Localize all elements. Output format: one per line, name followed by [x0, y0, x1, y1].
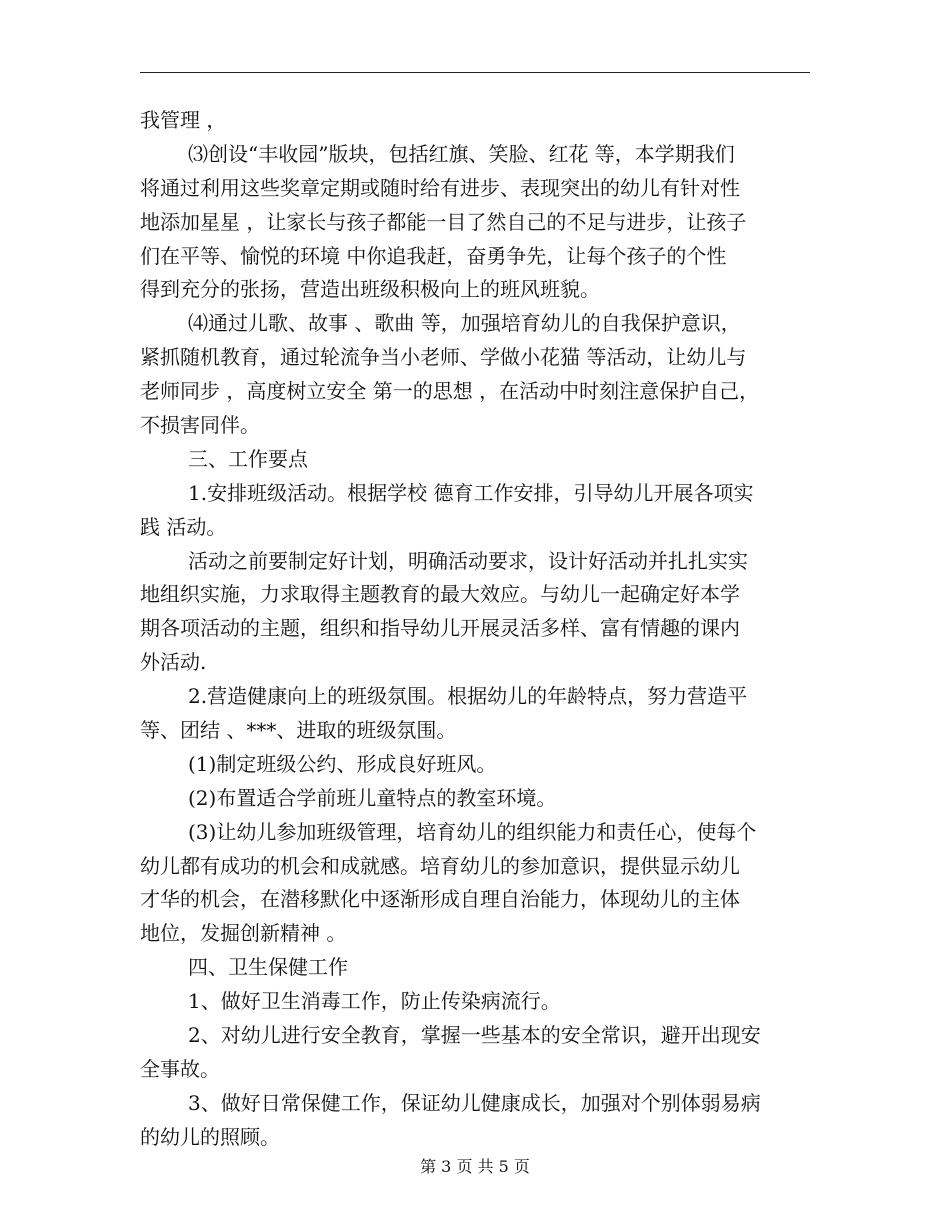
- text-line: 3、做好日常保健工作，保证幼儿健康成长，加强对个别体弱易病: [188, 1090, 761, 1115]
- section-heading: 三、工作要点: [188, 446, 308, 471]
- text-line: (3)让幼儿参加班级管理，培育幼儿的组织能力和责任心，使每个: [188, 819, 757, 844]
- text-line: (2)布置适合学前班儿童特点的教室环境。: [188, 785, 557, 810]
- text-line: 才华的机会，在潜移默化中逐渐形成自理自治能力，体现幼儿的主体: [140, 887, 740, 912]
- text-line: ⑷通过儿歌、故事 、歌曲 等，加强培育幼儿的自我保护意识，: [188, 311, 741, 336]
- text-line: 地位，发掘创新精神 。: [140, 921, 347, 946]
- text-line: ⑶创设“丰收园”版块，包括红旗、笑脸、红花 等，本学期我们: [188, 141, 735, 166]
- text-line: 活动之前要制定好计划，明确活动要求，设计好活动并扎扎实实: [188, 548, 748, 573]
- text-line: 践 活动。: [140, 514, 227, 539]
- text-line: 不损害同伴。: [140, 413, 260, 438]
- text-line: 1、做好卫生消毒工作，防止传染病流行。: [188, 989, 561, 1014]
- text-line: 老师同步 ，高度树立安全 第一的思想 ，在活动中时刻注意保护自己，: [140, 379, 760, 404]
- text-line: 地组织实施，力求取得主题教育的最大效应。与幼儿一起确定好本学: [140, 582, 740, 607]
- text-line: 的幼儿的照顾。: [140, 1124, 280, 1149]
- text-line: 们在平等、愉悦的环境 中你追我赶，奋勇争先，让每个孩子的个性: [140, 243, 727, 268]
- page-number-footer: 第 3 页 共 5 页: [420, 1157, 530, 1176]
- text-line: 2、对幼儿进行安全教育，掌握一些基本的安全常识，避开出现安: [188, 1023, 761, 1048]
- text-line: 1.安排班级活动。根据学校 德育工作安排，引导幼儿开展各项实: [188, 480, 754, 505]
- text-line: (1)制定班级公约、形成良好班风。: [188, 751, 497, 776]
- text-line: 我管理 ，: [140, 108, 227, 132]
- header-rule: [140, 72, 810, 73]
- text-line: 全事故。: [140, 1056, 220, 1081]
- text-line: 得到充分的张扬，营造出班级积极向上的班风班貌。: [140, 277, 600, 302]
- text-line: 外活动.: [140, 650, 207, 675]
- text-line: 幼儿都有成功的机会和成就感。培育幼儿的参加意识，提供显示幼儿: [140, 853, 740, 878]
- section-heading: 四、卫生保健工作: [188, 955, 348, 980]
- text-line: 将通过利用这些奖章定期或随时给有进步、表现突出的幼儿有针对性: [140, 175, 740, 200]
- text-line: 2.营造健康向上的班级氛围。根据幼儿的年龄特点，努力营造平: [188, 684, 748, 709]
- document-body: [140, 104, 810, 1155]
- text-line: 期各项活动的主题，组织和指导幼儿开展灵活多样、富有情趣的课内: [140, 616, 740, 641]
- text-line: 地添加星星 ，让家长与孩子都能一目了然自己的不足与进步，让孩子: [140, 209, 747, 234]
- text-line: 紧抓随机教育，通过轮流争当小老师、学做小花猫 等活动，让幼儿与: [140, 345, 747, 370]
- text-line: 等、团结 、***、进取的班级氛围。: [140, 718, 457, 743]
